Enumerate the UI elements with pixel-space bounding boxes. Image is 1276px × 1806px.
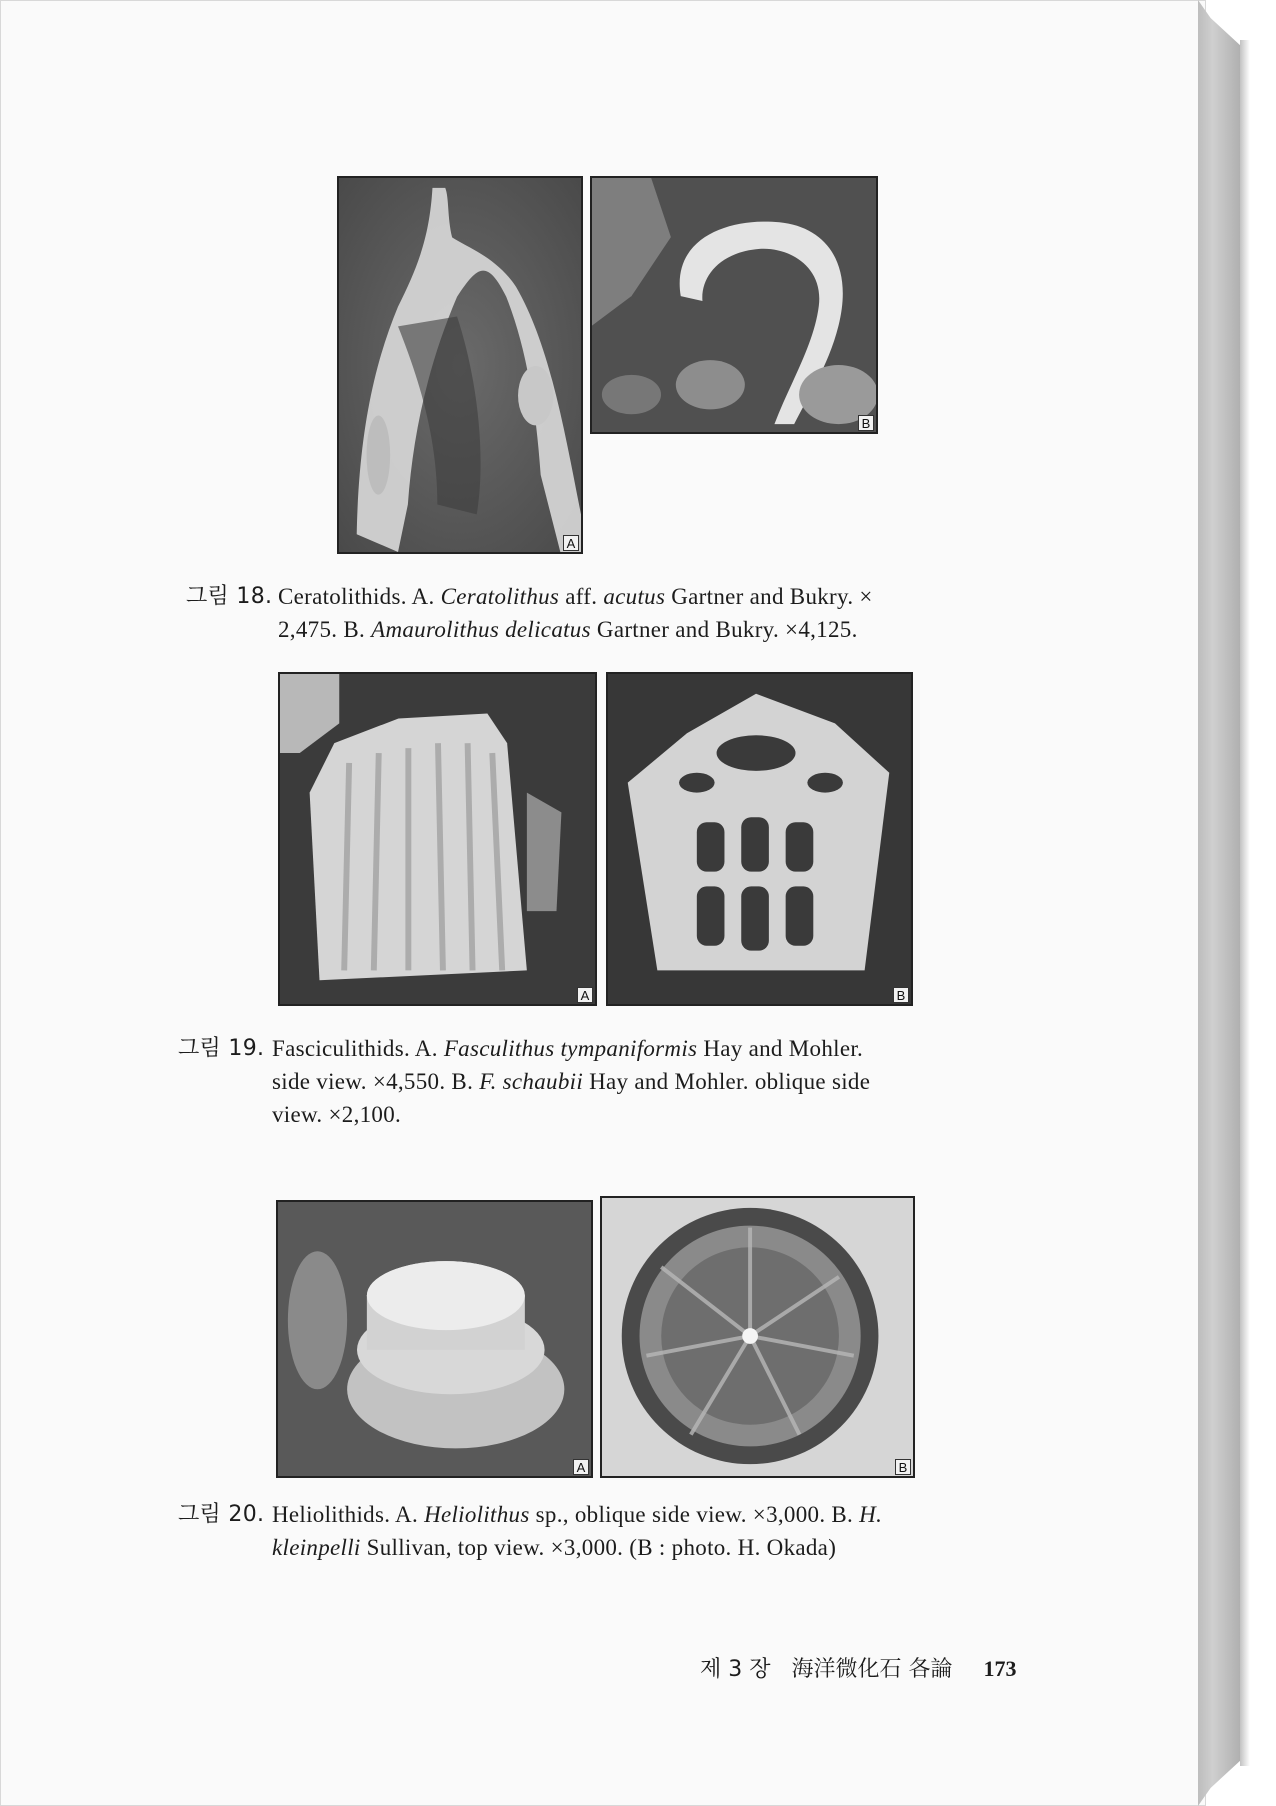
fasculithus-a-image <box>280 674 595 1004</box>
heliolithus-a-image <box>278 1202 591 1476</box>
caption-text: Gartner and Bukry. × <box>665 584 873 609</box>
caption-taxon: acutus <box>603 584 666 609</box>
caption-line <box>272 1098 870 1131</box>
page-edge <box>1198 0 1240 1806</box>
ceratolith-image <box>339 178 581 552</box>
chapter-title: 海洋微化石 各論 <box>791 1657 953 1682</box>
caption-text: Heliolithids. A. <box>272 1502 425 1527</box>
panel-letter-a: A <box>563 535 579 551</box>
caption-text: Fasciculithids. A. <box>272 1036 444 1061</box>
caption-line <box>272 1032 870 1065</box>
figure-18-photo-b <box>590 176 878 434</box>
caption-text: Hay and Mohler. <box>697 1036 864 1061</box>
caption-taxon: kleinpelli <box>272 1535 361 1560</box>
caption-taxon: Fasculithus tympaniformis <box>443 1036 698 1061</box>
caption-line <box>272 1531 882 1564</box>
caption-text: Hay and Mohler. oblique side <box>583 1069 871 1094</box>
caption-taxon: Amaurolithus delicatus <box>371 617 591 642</box>
figure-18-photo-a <box>337 176 583 554</box>
caption-taxon: Ceratolithus <box>440 584 560 609</box>
fasculithus-b-image <box>608 674 911 1004</box>
caption-text: aff. <box>559 584 604 609</box>
running-footer <box>700 1652 1031 1683</box>
figure-20-text <box>272 1498 882 1564</box>
panel-letter-b: B <box>858 415 874 431</box>
caption-text: side view. ×4,550. B. <box>272 1069 480 1094</box>
chapter-label: 제 3 장 <box>700 1657 771 1682</box>
caption-taxon: Heliolithus <box>424 1502 530 1527</box>
caption-text: 2,475. B. <box>278 617 372 642</box>
figure-20-label: 그림 20. <box>178 1502 265 1527</box>
figure-19-photo-a <box>278 672 597 1006</box>
caption-line <box>272 1498 882 1531</box>
page-edge-shadow <box>1240 40 1250 1766</box>
caption-taxon: F. schaubii <box>479 1069 584 1094</box>
panel-letter-b: B <box>893 987 909 1003</box>
figure-19-photo-b <box>606 672 913 1006</box>
figure-20-photo-a <box>276 1200 593 1478</box>
caption-text: Sullivan, top view. ×3,000. (B : photo. H. Okada) <box>360 1535 837 1560</box>
caption-line <box>278 580 873 613</box>
panel-letter-a: A <box>573 1459 589 1475</box>
figure-18-label: 그림 18. <box>186 584 273 609</box>
figure-19-text <box>272 1032 870 1131</box>
caption-text: Ceratolithids. A. <box>278 584 441 609</box>
figure-18-text <box>278 580 873 646</box>
heliolithus-b-image <box>602 1198 913 1476</box>
caption-line <box>272 1065 870 1098</box>
caption-text: view. ×2,100. <box>272 1102 402 1127</box>
amaurolith-image <box>592 178 876 432</box>
panel-letter-a: A <box>577 987 593 1003</box>
caption-text: sp., oblique side view. ×3,000. B. <box>529 1502 860 1527</box>
page-number: 173 <box>983 1656 1017 1681</box>
panel-letter-b: B <box>895 1459 911 1475</box>
figure-19-label: 그림 19. <box>178 1036 265 1061</box>
caption-taxon: H. <box>859 1502 883 1527</box>
caption-text: Gartner and Bukry. ×4,125. <box>590 617 858 642</box>
caption-line <box>278 613 873 646</box>
figure-20-photo-b <box>600 1196 915 1478</box>
